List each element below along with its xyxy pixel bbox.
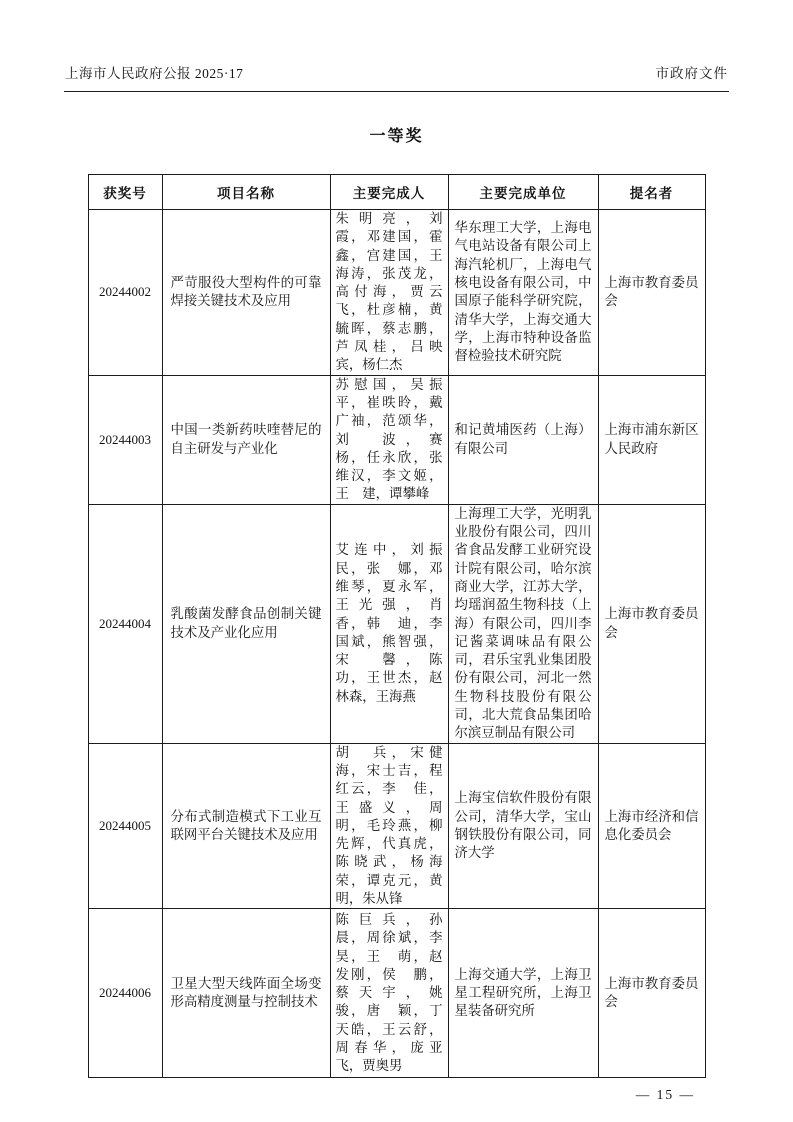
table-row xyxy=(88,504,705,743)
page-header xyxy=(64,62,729,92)
nominator-cell: 上海市教育委员会 xyxy=(598,210,705,376)
units-cell: 上海宝信软件股份有限公司，清华大学，宝山钢铁股份有限公司，同济大学 xyxy=(448,743,598,909)
units-cell: 上海交通大学，上海卫星工程研究所，上海卫星装备研究所 xyxy=(448,909,598,1078)
project-name-cell: 卫星大型天线阵面全场变形高精度测量与控制技术 xyxy=(162,909,330,1078)
units-cell: 和记黄埔医药（上海）有限公司 xyxy=(448,375,598,504)
contributors-cell: 朱明亮，刘 霞，邓建国，霍 鑫，宫建国，王海涛，张茂龙，高付海，贾云飞，杜彦楠，黄毓晖，蔡志鹏，芦凤桂，吕映宾，杨仁杰 xyxy=(330,210,448,376)
column-header-award-no: 获奖号 xyxy=(88,175,162,210)
award-number-cell: 20244003 xyxy=(88,375,162,504)
page-number: — 15 — xyxy=(635,1087,695,1103)
table-row xyxy=(88,210,705,376)
gazette-title: 上海市人民政府公报 2025·17 xyxy=(65,66,244,81)
contributors-cell: 艾连中，刘振民，张 娜，邓维琴，夏永军，王光强，肖 香，韩 迪，李国斌，熊智强，宋 馨，陈 功，王世杰，赵林森，王海燕 xyxy=(330,504,448,743)
award-table xyxy=(88,174,706,1078)
table-header-row xyxy=(88,175,705,210)
nominator-cell: 上海市经济和信息化委员会 xyxy=(598,743,705,909)
nominator-cell: 上海市教育委员会 xyxy=(598,909,705,1078)
column-header-nominator: 提名者 xyxy=(598,175,705,210)
project-name-cell: 乳酸菌发酵食品创制关键技术及产业化应用 xyxy=(162,504,330,743)
table-row xyxy=(88,375,705,504)
column-header-units: 主要完成单位 xyxy=(448,175,598,210)
page-footer xyxy=(88,1087,705,1103)
units-cell: 华东理工大学，上海电气电站设备有限公司上海汽轮机厂，上海电气核电设备有限公司，中国原子能科学研究院，清华大学，上海交通大学，上海市特种设备监督检验技术研究院 xyxy=(448,210,598,376)
nominator-cell: 上海市浦东新区人民政府 xyxy=(598,375,705,504)
contributors-cell: 苏慰国，吴振平，崔昳昤，戴广袖，范颂华，刘 波，赛 杨，任永欣，张维汉，李文姬，王 建，谭攀峰 xyxy=(330,375,448,504)
project-name-cell: 中国一类新药呋喹替尼的自主研发与产业化 xyxy=(162,375,330,504)
table-row xyxy=(88,743,705,909)
contributors-cell: 胡 兵，宋健海，宋士吉，程红云，李 佳，王盛义，周 明，毛玲燕，柳先辉，代真虎，陈晓武，杨海荣，谭克元，黄 明，朱从锋 xyxy=(330,743,448,909)
award-number-cell: 20244005 xyxy=(88,743,162,909)
column-header-contributors: 主要完成人 xyxy=(330,175,448,210)
table-row xyxy=(88,909,705,1078)
units-cell: 上海理工大学，光明乳业股份有限公司，四川省食品发酵工业研究设计院有限公司，哈尔滨商业大学，江苏大学，均瑶润盈生物科技（上海）有限公司，四川李记酱菜调味品有限公司，君乐宝乳业集团股份有限公司，河北一然生物科技股份有限公司，北大荒食品集团哈尔滨豆制品有限公司 xyxy=(448,504,598,743)
award-number-cell: 20244006 xyxy=(88,909,162,1078)
award-number-cell: 20244004 xyxy=(88,504,162,743)
project-name-cell: 分布式制造模式下工业互联网平台关键技术及应用 xyxy=(162,743,330,909)
section-title: 一等奖 xyxy=(369,128,424,145)
award-number-cell: 20244002 xyxy=(88,210,162,376)
project-name-cell: 严苛服役大型构件的可靠焊接关键技术及应用 xyxy=(162,210,330,376)
contributors-cell: 陈巨兵，孙 晨，周徐斌，李 昊，王 萌，赵发刚，侯 鹏，蔡天宇，姚 骏，唐 颖，丁天皓，王云舒，周春华，庞亚飞，贾奥男 xyxy=(330,909,448,1078)
document-category-label: 市政府文件 xyxy=(655,66,728,81)
nominator-cell: 上海市教育委员会 xyxy=(598,504,705,743)
column-header-project: 项目名称 xyxy=(162,175,330,210)
